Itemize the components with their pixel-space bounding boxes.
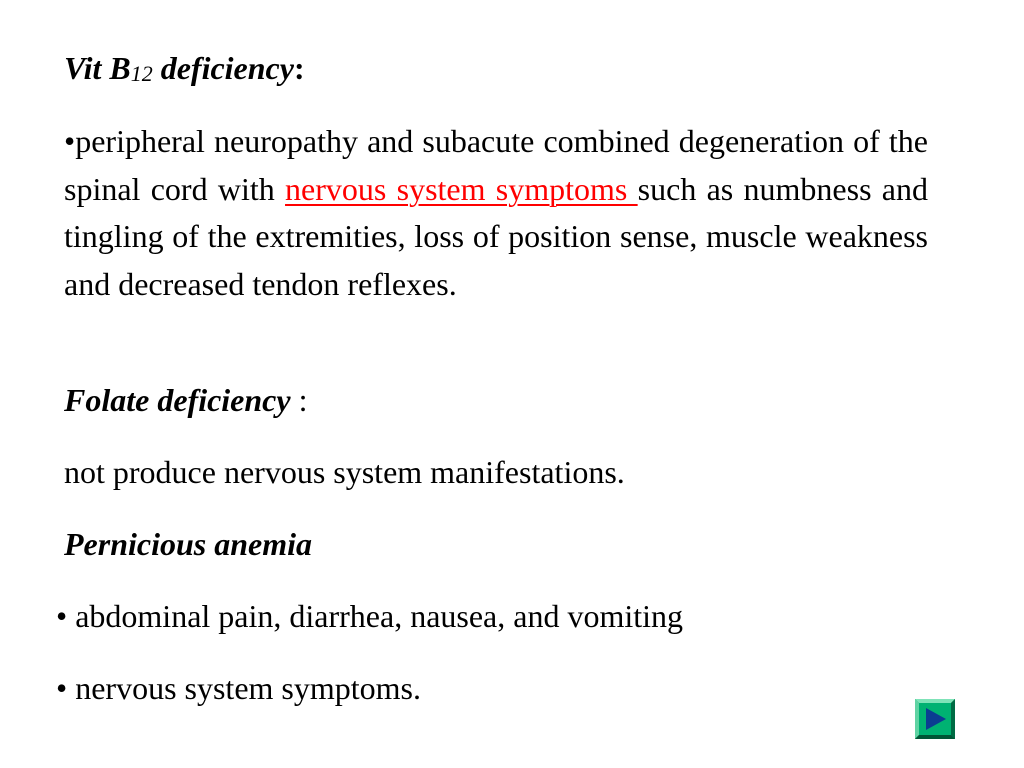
pernicious-bullet-1: • abdominal pain, diarrhea, nausea, and vomiting xyxy=(56,598,684,634)
folate-text: not produce nervous system manifestations. xyxy=(64,454,625,490)
next-slide-button[interactable] xyxy=(915,699,955,739)
bullet-glyph: • xyxy=(64,123,76,159)
pernicious-heading xyxy=(64,524,312,564)
vit-b12-paragraph xyxy=(64,118,928,308)
paragraph-text-end: such as numbness and tingling of the extremities, loss of position sense, muscle weakness and decreased tendon reflexes. xyxy=(64,170,929,302)
folate-heading xyxy=(64,380,307,420)
pernicious-title: Pernicious anemia xyxy=(64,526,313,562)
vit-b12-title-suffix: deficiency xyxy=(152,50,294,86)
vit-b12-subscript: 12 xyxy=(130,61,153,86)
pernicious-bullet-2: • nervous system symptoms. xyxy=(56,670,421,706)
paragraph-text-start: peripheral neuropathy and subacute combined degeneration of the spinal cord with xyxy=(64,123,928,207)
vit-b12-colon: : xyxy=(293,50,305,86)
vit-b12-heading xyxy=(64,48,305,92)
vit-b12-title-part: Vit B xyxy=(64,50,131,86)
play-triangle-icon xyxy=(915,699,955,739)
nervous-system-symptoms-link[interactable]: nervous system symptoms xyxy=(285,170,638,207)
folate-title: Folate deficiency xyxy=(64,382,291,418)
folate-colon: : xyxy=(290,382,308,418)
